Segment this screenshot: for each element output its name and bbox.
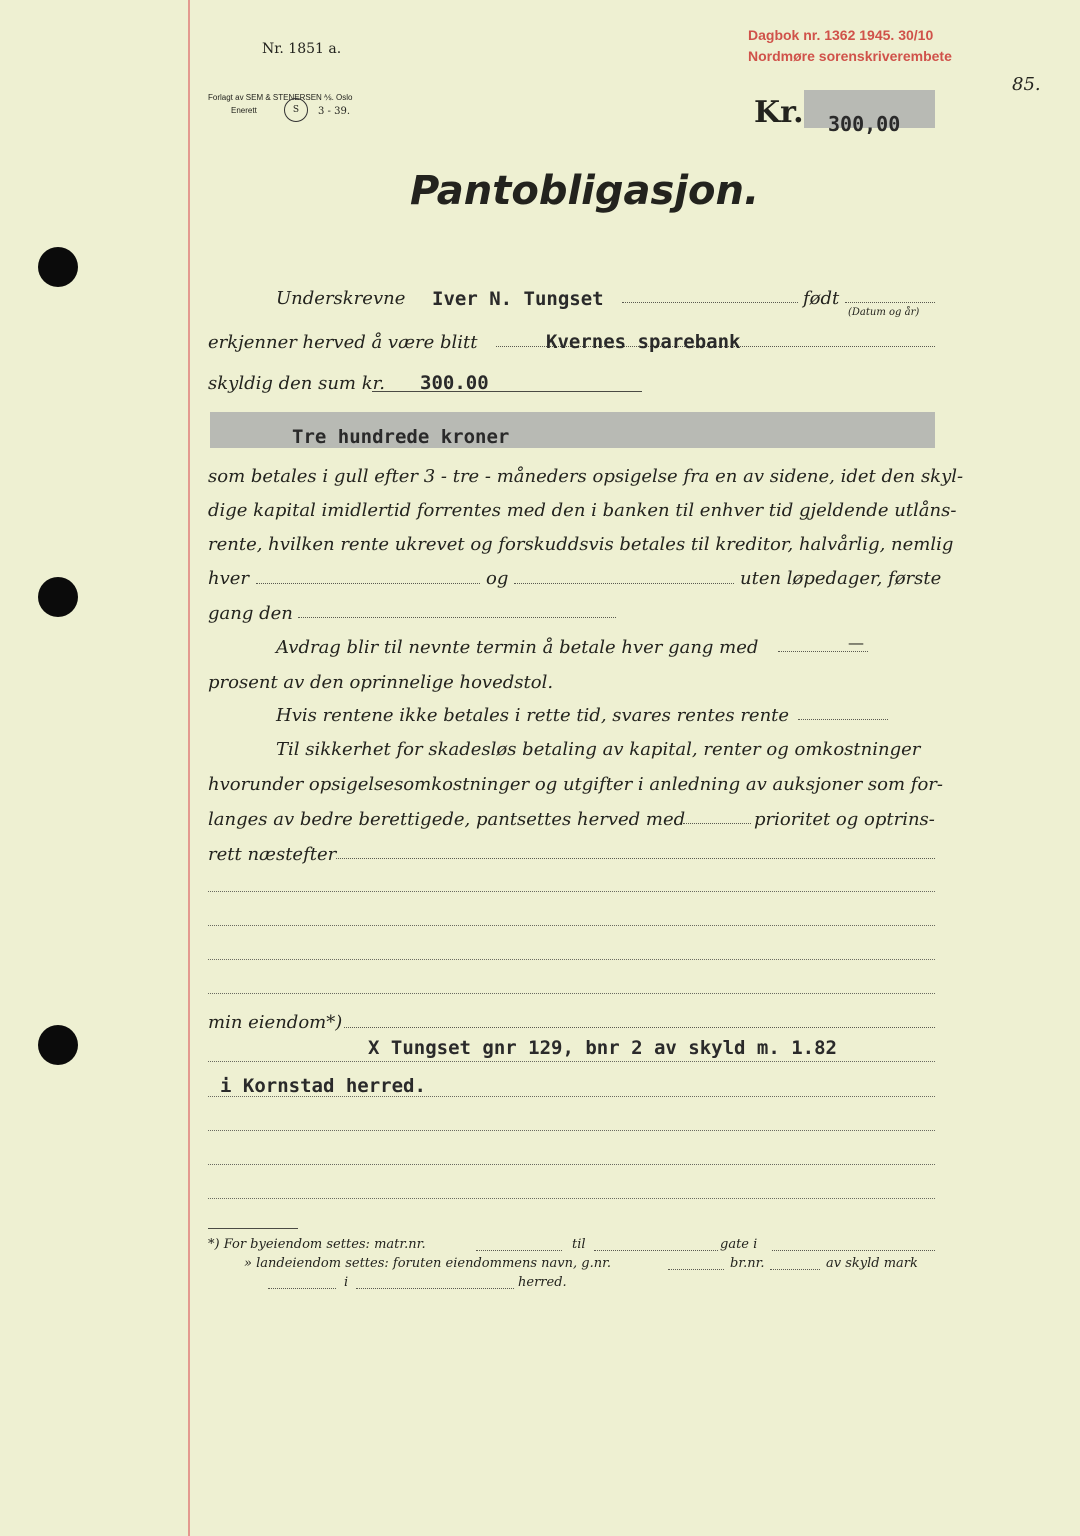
footnote-line1-c: gate i [720,1237,758,1252]
born-label: født [803,288,840,309]
blank-line [208,993,935,994]
publisher-line: Forlagt av SEM & STENERSEN ⅍. Oslo [208,93,353,102]
til-line-2: hvorunder opsigelsesomkostninger og utgifter i anledning av auksjoner som for- [208,774,943,795]
undersigned-label: Underskrevne [276,288,406,309]
body-line-3: rente, hvilken rente ukrevet og forskuddsvis betales til kreditor, halvårlig, nemlig [208,534,954,555]
og-label: og [486,568,509,589]
sum-in-words: Tre hundrede kroner [292,426,510,448]
blank-line [208,959,935,960]
uten-label: uten løpedager, første [740,568,942,589]
dotted-line [770,1269,820,1270]
register-stamp-line2: Nordmøre sorenskriverembete [748,48,952,64]
dotted-line [772,1250,935,1251]
til-line-3a: langes av bedre berettigede, pantsettes herved med [208,809,686,830]
dotted-line [622,302,798,303]
document-title: Pantobligasjon. [410,168,760,214]
dotted-line [476,1250,562,1251]
dotted-line [683,823,751,824]
til-line-1: Til sikkerhet for skadesløs betaling av kapital, renter og omkostninger [276,739,921,760]
footnote-line1-b: til [572,1237,586,1252]
property-line-2: i Kornstad herred. [220,1075,426,1097]
punch-hole [38,247,78,287]
min-eiendom-label: min eiendom*) [208,1012,343,1033]
blank-line [208,1164,935,1165]
debtor-name: Iver N. Tungset [432,288,604,310]
dotted-line [845,302,935,303]
blank-line [208,1096,935,1097]
dotted-line [336,858,935,859]
creditor-name: Kvernes sparebank [546,331,741,353]
blank-line [208,1130,935,1131]
footnote-line2-a: » landeiendom settes: foruten eiendommens navn, g.nr. [244,1256,611,1271]
blank-line [208,1061,935,1062]
dotted-line [668,1269,724,1270]
date-hint: (Datum og år) [848,307,920,318]
til-line-4: rett næstefter [208,844,337,865]
page-number: 85. [1012,74,1041,95]
dotted-line [594,1250,718,1251]
body-line-1: som betales i gull efter 3 - tre - måneders opsigelse fra en av sidene, idet den skyl- [208,466,964,487]
footnote-line1-a: *) For byeiendom settes: matr.nr. [208,1237,426,1252]
kr-amount: 300,00 [828,112,901,136]
dotted-line [256,583,480,584]
prosent-text: prosent av den oprinnelige hovedstol. [208,672,554,693]
footnote-line2-b: br.nr. [730,1256,765,1271]
footnote-line3-a: i [344,1275,349,1290]
owe-label: skyldig den sum kr. [208,373,385,394]
acknowledge-label: erkjenner herved å være blitt [208,332,478,353]
publisher-date: 3 - 39. [318,106,351,117]
publisher-enerett: Enerett [231,106,257,115]
hver-label: hver [208,568,250,589]
dotted-line [356,1288,514,1289]
dotted-line [268,1288,336,1289]
publisher-logo-icon: S [284,98,308,122]
body-line-2: dige kapital imidlertid forrentes med den i banken til enhver tid gjeldende utlåns- [208,500,957,521]
punch-hole [38,577,78,617]
kr-label: Kr. [754,95,804,130]
blank-line [208,1198,935,1199]
dotted-line [798,719,888,720]
avdrag-text: Avdrag blir til nevnte termin å betale hver gang med [276,637,759,658]
footnote-line2-c: av skyld mark [826,1256,918,1271]
blank-line [208,925,935,926]
blank-line [208,891,935,892]
form-number: Nr. 1851 a. [262,41,342,57]
register-stamp-line1: Dagbok nr. 1362 1945. 30/10 [748,27,934,43]
footnote-rule [208,1228,298,1229]
sum-underline [372,391,642,392]
red-margin-line [188,0,190,1536]
footnote-line3-b: herred. [518,1275,567,1290]
dotted-line [298,617,616,618]
punch-hole [38,1025,78,1065]
property-line-1: X Tungset gnr 129, bnr 2 av skyld m. 1.82 [368,1037,837,1059]
sum-value: 300.00 [420,372,489,394]
dotted-line [514,583,734,584]
hvis-text: Hvis rentene ikke betales i rette tid, svares rentes rente [276,705,790,726]
avdrag-value: — [848,633,864,652]
gang-label: gang den [208,603,293,624]
dotted-line [344,1027,935,1028]
til-line-3b: prioritet og optrins- [754,809,935,830]
